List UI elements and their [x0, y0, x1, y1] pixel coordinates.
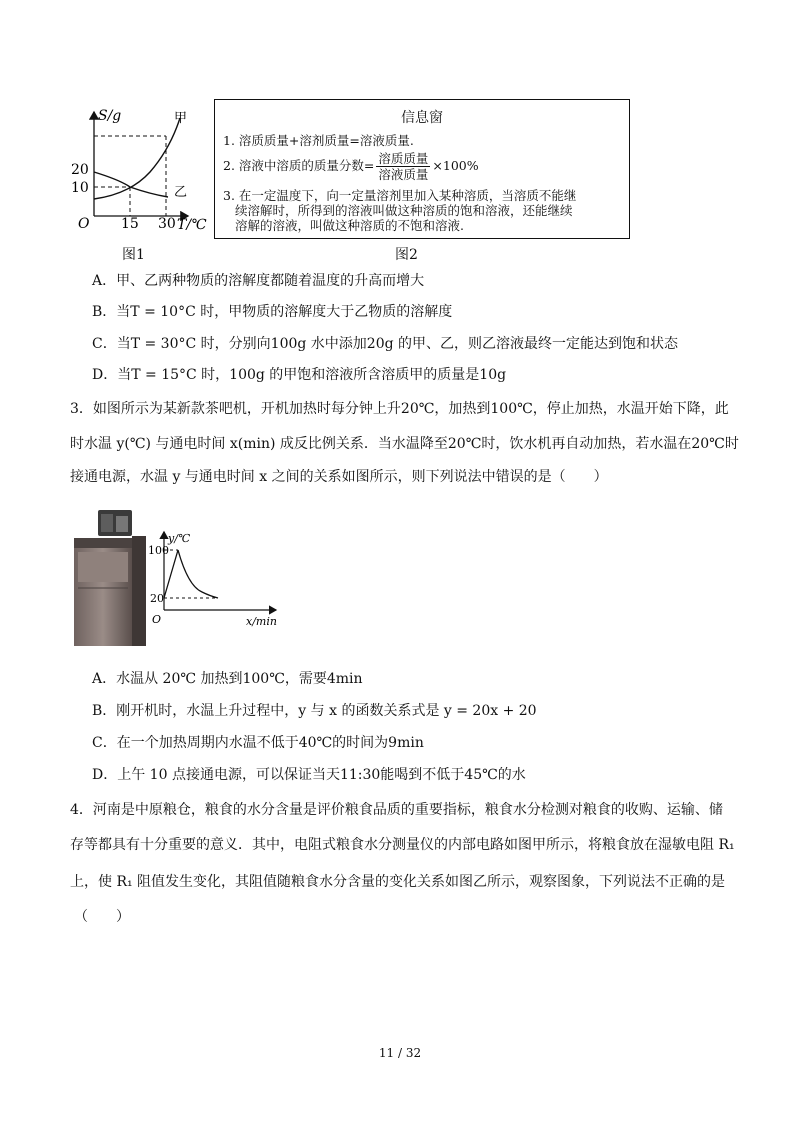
x-axis-label: x/min	[246, 615, 277, 628]
q3-option-d: D．上午 10 点接通电源，可以保证当天11:30能喝到不低于45℃的水	[92, 767, 526, 783]
tea-machine-illustration	[70, 506, 152, 648]
q4-stem-line-1: 4．河南是中原粮仓，粮食的水分含量是评价粮食品质的重要指标，粮食水分检测对粮食的收购、运输、储	[70, 802, 723, 818]
y-tick-10: 10	[71, 180, 89, 196]
x-tick-15: 15	[121, 216, 139, 230]
q4-stem-line-3: 上，使 R₁ 阻值发生变化，其阻值随粮食水分含量的变化关系如图乙所示，观察图象，下列说法不正确的是	[70, 874, 726, 890]
info-item-2	[223, 151, 479, 182]
curve-jia	[94, 118, 180, 199]
origin-label: O	[152, 613, 162, 626]
y-tick-100: 100	[148, 544, 169, 557]
q2-option-b: B．当T = 10°C 时，甲物质的溶解度大于乙物质的溶解度	[92, 304, 453, 320]
page-number: 11 / 32	[378, 1046, 422, 1060]
info-item-2-suffix: ×100%	[432, 158, 479, 173]
y-tick-20: 20	[71, 162, 89, 178]
heating-segment	[164, 550, 178, 598]
y-axis-label: y/℃	[168, 532, 191, 545]
q2-option-a: A．甲、乙两种物质的溶解度都随着温度的升高而增大	[92, 273, 425, 289]
q3-option-a: A．水温从 20℃ 加热到100℃，需要4min	[92, 671, 363, 687]
curve-jia-label: 甲	[174, 111, 188, 126]
x-tick-30: 30	[158, 216, 176, 230]
curve-yi	[94, 172, 168, 197]
q2-option-d: D．当T = 15°C 时，100g 的甲饱和溶液所含溶质甲的质量是10g	[92, 367, 507, 383]
q3-option-b: B．刚开机时，水温上升过程中，y 与 x 的函数关系式是 y = 20x + 20	[92, 703, 537, 719]
info-item-1: 1. 溶质质量+溶剂质量=溶液质量.	[223, 133, 414, 148]
solubility-graph	[70, 104, 215, 230]
formula-denominator: 溶液质量	[378, 167, 429, 182]
y-tick-20: 20	[150, 592, 164, 605]
fig1-caption: 图1	[122, 247, 145, 263]
q4-stem-line-4: （ ）	[74, 909, 130, 925]
q4-stem-line-2: 存等都具有十分重要的意义．其中，电阻式粮食水分测量仪的内部电路如图甲所示，将粮食放在湿敏电阻 R₁	[70, 837, 735, 853]
q3-stem-line-3: 接通电源，水温 y 与通电时间 x 之间的关系如图所示，则下列说法中错误的是（ ）	[70, 469, 608, 485]
q3-stem-line-2: 时水温 y(℃) 与通电时间 x(min) 成反比例关系．当水温降至20℃时，饮水机再自动加热，若水温在20℃时	[70, 436, 739, 452]
water-temperature-graph	[148, 528, 283, 630]
cooling-curve	[178, 550, 218, 598]
info-item-2-prefix: 2. 溶液中溶质的质量分数=	[223, 158, 375, 173]
info-window	[214, 99, 630, 239]
info-item-3-line-3: 溶解的溶液，叫做这种溶质的不饱和溶液.	[235, 218, 464, 233]
info-item-3-line-1: 3. 在一定温度下，向一定量溶剂里加入某种溶质，当溶质不能继	[223, 188, 577, 203]
q3-stem-line-1: 3．如图所示为某新款茶吧机，开机加热时每分钟上升20℃，加热到100℃，停止加热，水温开始下降，此	[70, 401, 729, 417]
q3-option-c: C．在一个加热周期内水温不低于40℃的时间为9min	[92, 735, 424, 751]
info-item-3-line-2: 续溶解时，所得到的溶液叫做这种溶质的饱和溶液，还能继续	[235, 203, 573, 218]
curve-yi-label: 乙	[174, 185, 188, 200]
origin-label: O	[78, 216, 90, 230]
info-window-title: 信息窗	[401, 110, 443, 126]
y-axis-label: S/g	[98, 108, 122, 124]
formula-numerator: 溶质质量	[378, 151, 429, 166]
x-axis-label: T/℃	[177, 217, 207, 230]
q2-option-c: C．当T = 30°C 时，分别向100g 水中添加20g 的甲、乙，则乙溶液最终一定能达到饱和状态	[92, 336, 679, 352]
mass-fraction-formula	[376, 151, 430, 182]
fig2-caption: 图2	[395, 247, 418, 263]
